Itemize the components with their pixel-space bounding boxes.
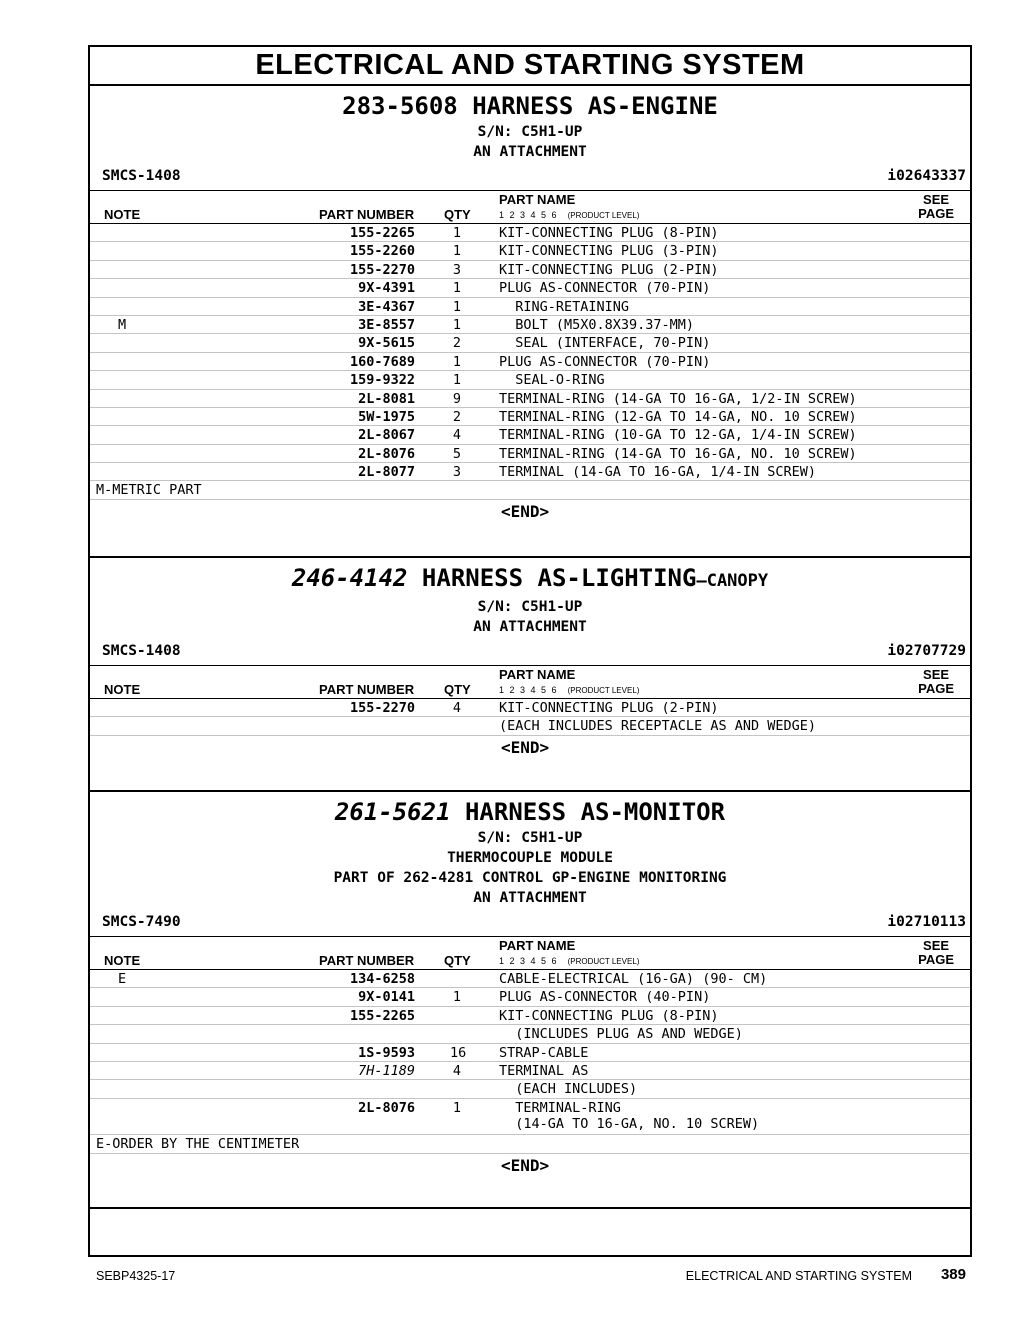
- info-id: i02707729: [887, 643, 966, 659]
- note-cell: M: [118, 316, 127, 333]
- part-number-cell: 160-7689: [349, 353, 415, 370]
- qty-cell: 1: [452, 1099, 462, 1116]
- section-harness-engine: [90, 90, 970, 558]
- section-subtitle: AN ATTACHMENT: [473, 619, 587, 635]
- part-number-cell: 9X-0141: [358, 989, 415, 1006]
- table-row: [90, 261, 970, 279]
- part-name-cell: TERMINAL-RING (10-GA TO 12-GA, 1/4-IN SCREW): [499, 427, 857, 444]
- product-level-header: [499, 210, 639, 220]
- part-name-cell: PLUG AS-CONNECTOR (70-PIN): [499, 280, 711, 297]
- info-id: i02643337: [887, 168, 966, 184]
- section-part-number: 246-4142: [291, 564, 408, 592]
- see-page-header: [918, 668, 954, 696]
- table-row: [90, 1007, 970, 1025]
- product-level-header: [499, 956, 639, 966]
- qty-header: QTY: [444, 207, 471, 222]
- serial-number: S/N: C5H1-UP: [477, 830, 583, 846]
- footnote: [90, 481, 970, 500]
- info-id: i02710113: [887, 914, 966, 930]
- part-name-cell: CABLE-ELECTRICAL (16-GA) (90- CM): [499, 971, 768, 987]
- table-row: [90, 970, 970, 988]
- part-name-cell: SEAL (INTERFACE, 70-PIN): [499, 335, 711, 352]
- section-name: HARNESS AS-MONITOR: [464, 798, 726, 826]
- table-row: [90, 463, 970, 481]
- product-level-numbers: 1 2 3 4 5 6: [499, 210, 557, 220]
- table-row: [90, 1025, 970, 1043]
- qty-cell: 1: [452, 225, 462, 241]
- qty-cell: 4: [452, 427, 462, 444]
- part-name-cell: STRAP-CABLE: [499, 1044, 589, 1061]
- smcs-row: [90, 641, 970, 666]
- section-subtitle: THERMOCOUPLE MODULE: [447, 850, 613, 866]
- part-number-cell: 2L-8076: [358, 445, 415, 462]
- product-level-label: (PRODUCT LEVEL): [567, 211, 640, 220]
- table-row: [90, 390, 970, 408]
- section-part-number: 261-5621: [334, 798, 451, 826]
- table-header: [90, 937, 970, 970]
- table-row: [90, 1080, 970, 1098]
- smcs-code: SMCS-1408: [102, 643, 181, 659]
- table-row: [90, 371, 970, 389]
- part-number-cell: 9X-5615: [358, 335, 415, 352]
- qty-cell: 9: [452, 390, 462, 407]
- qty-cell: 1: [452, 989, 462, 1006]
- qty-cell: 16: [450, 1044, 467, 1061]
- part-name-cell: TERMINAL-RING (14-GA TO 16-GA, NO. 10 SCREW): [499, 445, 857, 462]
- part-name-cell: KIT-CONNECTING PLUG (8-PIN): [499, 225, 719, 241]
- section-title: [90, 90, 970, 122]
- part-number-cell: 3E-4367: [358, 298, 415, 315]
- product-level-numbers: 1 2 3 4 5 6: [499, 956, 557, 966]
- table-row: [90, 1062, 970, 1080]
- table-header: [90, 666, 970, 699]
- part-number-cell: 155-2260: [349, 243, 415, 260]
- see-label: SEE: [923, 938, 950, 953]
- serial-number: S/N: C5H1-UP: [477, 599, 583, 615]
- table-row: [90, 279, 970, 297]
- part-name-cell: KIT-CONNECTING PLUG (8-PIN): [499, 1007, 719, 1024]
- part-number-cell: 2L-8067: [358, 427, 415, 444]
- qty-cell: 3: [452, 464, 462, 481]
- table-row: [90, 224, 970, 242]
- qty-cell: 1: [452, 243, 462, 260]
- footnote-text: M-METRIC PART: [96, 482, 202, 499]
- page-footer: [0, 1266, 1020, 1286]
- table-row: [90, 353, 970, 371]
- part-number-header: PART NUMBER: [319, 953, 415, 968]
- section-name-suffix: —CANOPY: [696, 571, 769, 591]
- part-name-header: PART NAME: [499, 192, 576, 207]
- qty-cell: 4: [452, 700, 462, 716]
- parts-list: [90, 224, 970, 481]
- part-number-cell: 7H-1189: [358, 1062, 415, 1079]
- end-marker: <END>: [501, 737, 550, 757]
- part-name-cell: TERMINAL AS: [499, 1062, 589, 1079]
- qty-header: QTY: [444, 953, 471, 968]
- table-row: [90, 242, 970, 260]
- see-page-header: [918, 193, 954, 221]
- qty-cell: 3: [452, 261, 462, 278]
- part-name-cell: RING-RETAINING: [499, 298, 630, 315]
- qty-cell: 2: [452, 335, 462, 352]
- part-name-cell: PLUG AS-CONNECTOR (40-PIN): [499, 989, 711, 1006]
- part-number-cell: 2L-8081: [358, 390, 415, 407]
- page-frame: [88, 45, 972, 1257]
- product-level-label: (PRODUCT LEVEL): [567, 957, 640, 966]
- page-label: PAGE: [918, 206, 954, 221]
- part-number-header: PART NUMBER: [319, 207, 415, 222]
- note-cell: E: [118, 971, 127, 987]
- smcs-code: SMCS-1408: [102, 168, 181, 184]
- part-name-cell: TERMINAL (14-GA TO 16-GA, 1/4-IN SCREW): [499, 464, 816, 481]
- part-number-cell: 3E-8557: [358, 316, 415, 333]
- see-page-header: [918, 939, 954, 967]
- see-label: SEE: [923, 192, 950, 207]
- section-name: HARNESS AS-LIGHTING: [421, 564, 697, 592]
- qty-cell: 1: [452, 298, 462, 315]
- part-number-cell: 2L-8077: [358, 464, 415, 481]
- table-header: [90, 191, 970, 224]
- serial-number: S/N: C5H1-UP: [477, 124, 583, 140]
- section-subtitle: PART OF 262-4281 CONTROL GP-ENGINE MONITORING: [333, 870, 727, 886]
- document-code: SEBP4325-17: [96, 1269, 176, 1283]
- qty-cell: 1: [452, 280, 462, 297]
- table-row: [90, 988, 970, 1006]
- part-number-cell: 1S-9593: [358, 1044, 415, 1061]
- note-header: NOTE: [104, 207, 141, 222]
- qty-cell: 1: [452, 316, 462, 333]
- part-name-cell: BOLT (M5X0.8X39.37-MM): [499, 316, 695, 333]
- qty-cell: 1: [452, 353, 462, 370]
- table-row: [90, 1044, 970, 1062]
- page-title: ELECTRICAL AND STARTING SYSTEM: [90, 47, 970, 86]
- table-row: [90, 717, 970, 735]
- end-marker: <END>: [501, 502, 550, 522]
- part-name-cell: PLUG AS-CONNECTOR (70-PIN): [499, 353, 711, 370]
- qty-cell: 1: [452, 372, 462, 389]
- footer-section-name: ELECTRICAL AND STARTING SYSTEM: [685, 1269, 912, 1283]
- part-name-header: PART NAME: [499, 667, 576, 682]
- product-level-label: (PRODUCT LEVEL): [567, 686, 640, 695]
- footnote: [90, 1135, 970, 1154]
- table-row: [90, 408, 970, 426]
- part-name-cell: KIT-CONNECTING PLUG (2-PIN): [499, 700, 719, 716]
- table-row: [90, 316, 970, 334]
- section-subtitle: AN ATTACHMENT: [473, 890, 587, 906]
- table-row: [90, 426, 970, 444]
- section-subtitle: AN ATTACHMENT: [473, 144, 587, 160]
- part-name-cell: KIT-CONNECTING PLUG (2-PIN): [499, 261, 719, 278]
- section-part-number: 283-5608: [342, 92, 458, 120]
- section-title: [90, 796, 970, 828]
- part-number-cell: 134-6258: [349, 971, 415, 987]
- smcs-row: [90, 912, 970, 937]
- section-title: [90, 562, 970, 597]
- parts-list: [90, 699, 970, 736]
- product-level-numbers: 1 2 3 4 5 6: [499, 685, 557, 695]
- smcs-code: SMCS-7490: [102, 914, 181, 930]
- see-label: SEE: [923, 667, 950, 682]
- section-name: HARNESS AS-ENGINE: [472, 92, 718, 120]
- part-number-cell: 5W-1975: [358, 408, 415, 425]
- part-name-cell: TERMINAL-RING (14-GA TO 16-GA, 1/2-IN SCREW): [499, 390, 857, 407]
- page-label: PAGE: [918, 952, 954, 967]
- end-marker: <END>: [501, 1155, 550, 1175]
- note-header: NOTE: [104, 682, 141, 697]
- part-number-cell: 155-2270: [349, 261, 415, 278]
- smcs-row: [90, 166, 970, 191]
- table-row: [90, 334, 970, 352]
- part-name-cell: TERMINAL-RING (14-GA TO 16-GA, NO. 10 SCREW): [515, 1099, 760, 1132]
- section-harness-lighting: [90, 562, 970, 792]
- part-number-cell: 155-2265: [349, 1007, 415, 1024]
- table-row: [90, 699, 970, 717]
- part-number-cell: 2L-8076: [358, 1099, 415, 1116]
- part-name-cell: (EACH INCLUDES): [499, 1081, 638, 1098]
- page-number: 389: [940, 1266, 966, 1283]
- table-row: [90, 445, 970, 463]
- qty-cell: 5: [452, 445, 462, 462]
- part-name-cell: SEAL-O-RING: [499, 372, 605, 389]
- part-number-cell: 155-2265: [349, 225, 415, 241]
- part-name-header: PART NAME: [499, 938, 576, 953]
- product-level-header: [499, 685, 639, 695]
- part-name-cell: TERMINAL-RING (12-GA TO 14-GA, NO. 10 SCREW): [499, 408, 857, 425]
- page-label: PAGE: [918, 681, 954, 696]
- part-number-cell: 159-9322: [349, 372, 415, 389]
- table-row: [90, 298, 970, 316]
- section-harness-monitor: [90, 796, 970, 1209]
- parts-list: [90, 970, 970, 1135]
- part-name-cell: (INCLUDES PLUG AS AND WEDGE): [499, 1026, 743, 1043]
- qty-header: QTY: [444, 682, 471, 697]
- qty-cell: 4: [452, 1062, 462, 1079]
- part-name-cell: (EACH INCLUDES RECEPTACLE AS AND WEDGE): [499, 718, 816, 735]
- qty-cell: 2: [452, 408, 462, 425]
- part-number-cell: 155-2270: [349, 700, 415, 716]
- note-header: NOTE: [104, 953, 141, 968]
- part-number-header: PART NUMBER: [319, 682, 415, 697]
- footnote-text: E-ORDER BY THE CENTIMETER: [96, 1135, 300, 1152]
- table-row: [90, 1099, 970, 1135]
- part-name-cell: KIT-CONNECTING PLUG (3-PIN): [499, 243, 719, 260]
- part-number-cell: 9X-4391: [358, 280, 415, 297]
